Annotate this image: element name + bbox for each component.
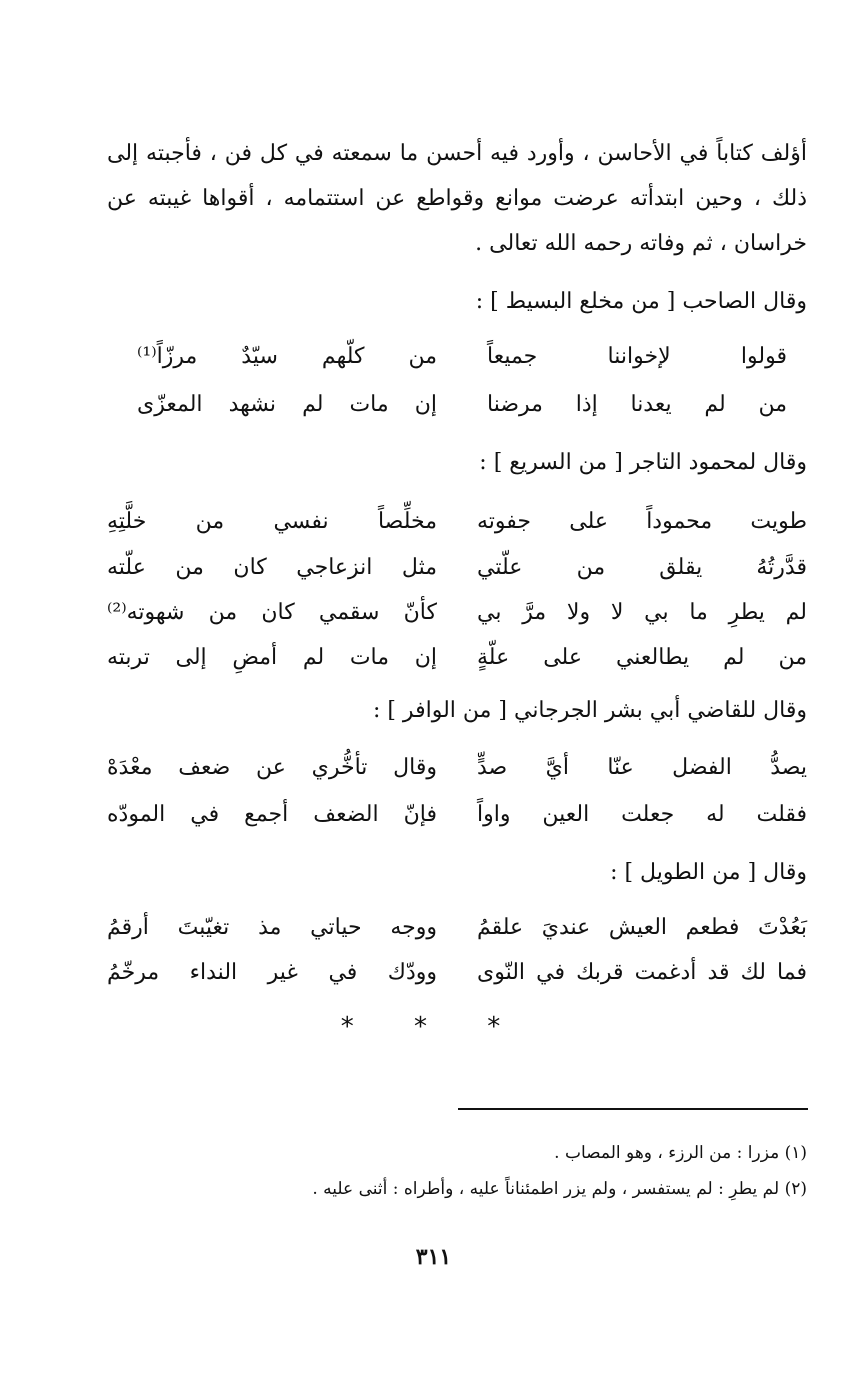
second-hemistich: ووجه حياتي مذ تغيّبتَ أرقمُ bbox=[107, 915, 437, 940]
first-hemistich: بَعُدْتَ فطعم العيش عنديَ علقمُ bbox=[477, 915, 807, 940]
verse-line bbox=[107, 743, 807, 793]
verse-line bbox=[107, 633, 807, 683]
prose-line: ذلك ، وحين ابتدأته عرضت موانع وقواطع عن استتمامه ، أقواها غيبته عن bbox=[107, 186, 807, 211]
second-hemistich: إن مات لم نشهد المعزّى bbox=[137, 392, 437, 417]
verse-line bbox=[107, 948, 807, 998]
second-hemistich: مخلِّصاً نفسي من خلَّتِهِ bbox=[107, 509, 437, 534]
second-hemistich: فإنّ الضعف أجمع في المودّه bbox=[107, 802, 437, 827]
first-hemistich: طويت محموداً على جفوته bbox=[477, 509, 807, 534]
prose-line: أؤلف كتاباً في الأحاسن ، وأورد فيه أحسن ما سمعته في كل فن ، فأجبته إلى bbox=[107, 141, 807, 166]
verse-line bbox=[107, 790, 807, 840]
second-hemistich: من كلّهم سيّدٌ مرزّاً⁽¹⁾ bbox=[137, 344, 437, 369]
verse-line bbox=[107, 497, 807, 547]
page-number: ٣١١ bbox=[415, 1244, 452, 1270]
verse-line bbox=[107, 332, 807, 382]
prose-line: خراسان ، ثم وفاته رحمه الله تعالى . bbox=[475, 231, 807, 256]
verse-line bbox=[107, 380, 807, 430]
second-hemistich: وقال تأخُّري عن ضعف معْدَهْ bbox=[107, 755, 437, 780]
first-hemistich: فما لك قد أدغمت قربك في النّوى bbox=[477, 960, 807, 985]
prose-paragraph bbox=[107, 131, 807, 266]
first-hemistich: لم يطرِ ما بي لا ولا مرَّ بي bbox=[477, 600, 807, 625]
second-hemistich: وودّك في غير النداء مرخّمُ bbox=[107, 960, 437, 985]
footnote: (٢) لم يطرِ : لم يستفسر ، ولم يزر اطمئناناً عليه ، وأطراه : أثنى عليه . bbox=[312, 1179, 807, 1199]
first-hemistich: يصدُّ الفضل عنّا أيَّ صدٍّ bbox=[477, 755, 807, 780]
verse-line bbox=[107, 543, 807, 593]
verse-line bbox=[107, 903, 807, 953]
first-hemistich: قولوا لإخواننا جميعاً bbox=[487, 344, 787, 369]
first-hemistich: من لم يعدنا إذا مرضنا bbox=[487, 392, 787, 417]
first-hemistich: من لم يطالعني على علّةٍ bbox=[477, 645, 807, 670]
section-separator: * * * bbox=[340, 1012, 527, 1042]
first-hemistich: قدَّرتُهُ يقلق من علّتي bbox=[477, 555, 807, 580]
second-hemistich: كأنّ سقمي كان من شهوته⁽²⁾ bbox=[107, 600, 437, 625]
poem-intro: وقال لمحمود التاجر [ من السريع ] : bbox=[479, 450, 807, 475]
verse-line bbox=[107, 588, 807, 638]
footnote-divider bbox=[458, 1108, 808, 1110]
poem-intro: وقال [ من الطويل ] : bbox=[610, 860, 807, 885]
footnote: (١) مزرا : من الرزء ، وهو المصاب . bbox=[554, 1143, 807, 1163]
poem-intro: وقال الصاحب [ من مخلع البسيط ] : bbox=[475, 289, 807, 314]
first-hemistich: فقلت له جعلت العين واواً bbox=[477, 802, 807, 827]
second-hemistich: مثل انزعاجي كان من علّته bbox=[107, 555, 437, 580]
second-hemistich: إن مات لم أمضِ إلى تربته bbox=[107, 645, 437, 670]
poem-intro: وقال للقاضي أبي بشر الجرجاني [ من الوافر ] : bbox=[372, 698, 807, 723]
